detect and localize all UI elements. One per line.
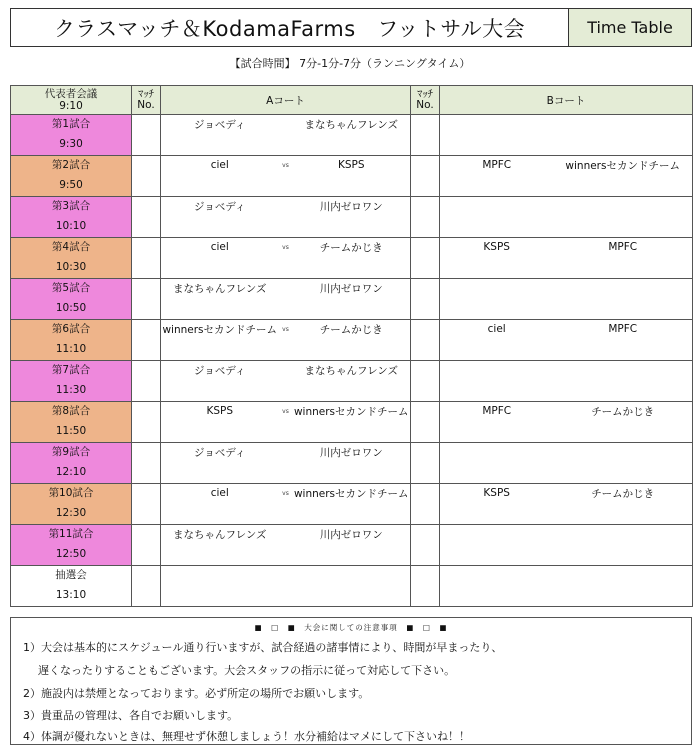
notes-heading: ■ □ ■ 大会に関しての注意事項 ■ □ ■: [254, 623, 448, 632]
court-b-cell: [440, 566, 693, 607]
match-no-cell-a: [132, 320, 161, 361]
match-time: 10:30: [55, 261, 87, 273]
match-no-cell-b: [411, 115, 440, 156]
match-time: 10:50: [55, 302, 87, 314]
schedule-table: [10, 85, 693, 607]
court-a-pair: [161, 238, 410, 256]
header-meeting-label: 代表者会議: [44, 88, 98, 100]
match-time: 11:50: [55, 425, 87, 437]
court-a-team-1: ジョベディ: [194, 200, 246, 213]
court-a-pair: [161, 115, 410, 133]
match-row: [11, 156, 693, 197]
match-label: 第3試合: [51, 200, 91, 212]
header-court-b: Bコート: [440, 86, 693, 115]
court-b-cell: [440, 156, 693, 197]
court-b-team-1: KSPS: [483, 487, 510, 499]
match-no-cell-a: [132, 525, 161, 566]
match-time-cell: [11, 484, 132, 525]
court-a-pair: [161, 197, 410, 215]
match-row: [11, 525, 693, 566]
match-no-cell-a: [132, 238, 161, 279]
match-time-cell: [11, 361, 132, 402]
court-a-team-1: ciel: [210, 159, 229, 171]
match-row: [11, 320, 693, 361]
court-a-team-2: winnersセカンドチーム: [293, 487, 409, 500]
match-no-cell-b: [411, 279, 440, 320]
page-header: [10, 8, 692, 47]
match-no-cell-a: [132, 115, 161, 156]
court-a-team-2: KSPS: [337, 159, 365, 171]
court-a-team-2: まなちゃんフレンズ: [304, 118, 398, 131]
court-a-team-1: ciel: [210, 487, 229, 499]
vs-label: vs: [282, 489, 289, 497]
court-a-pair: [161, 443, 410, 461]
match-no-cell-a: [132, 443, 161, 484]
match-no-bottom: No.: [137, 99, 155, 111]
court-a-team-2: まなちゃんフレンズ: [304, 364, 398, 377]
match-no-cell-b: [411, 402, 440, 443]
court-a-cell: [161, 320, 411, 361]
note-line-3: 3）貴重品の管理は、各自でお願いします。: [23, 709, 239, 722]
court-b-team-1: MPFC: [482, 405, 512, 417]
match-no-cell-b: [411, 238, 440, 279]
match-label: 第8試合: [51, 405, 91, 417]
time-table-label: Time Table: [569, 9, 691, 46]
court-a-cell: [161, 115, 411, 156]
court-a-cell: [161, 197, 411, 238]
match-time-cell: [11, 279, 132, 320]
court-a-team-1: まなちゃんフレンズ: [172, 282, 267, 295]
match-no-cell-a: [132, 402, 161, 443]
match-time: 9:50: [59, 179, 83, 191]
match-no-cell-a: [132, 566, 161, 607]
match-no-cell-b: [411, 566, 440, 607]
match-time-cell: [11, 443, 132, 484]
court-b-team-2: チームかじき: [591, 405, 655, 418]
match-label: 第9試合: [51, 446, 91, 458]
court-a-team-1: ciel: [210, 241, 229, 253]
header-match-no-b: [411, 86, 440, 115]
court-a-cell: [161, 443, 411, 484]
court-a-team-1: ジョベディ: [194, 446, 246, 459]
match-label: 第7試合: [51, 364, 91, 376]
court-b-cell: [440, 361, 693, 402]
note-line-1: 1）大会は基本的にスケジュール通り行いますが、試合経過の諸事情により、時間が早まったり、: [23, 641, 503, 654]
court-b-pair: [440, 484, 692, 502]
header-meeting-time: 9:10: [59, 100, 83, 112]
court-b-pair: [440, 402, 692, 420]
match-label: 第6試合: [51, 323, 91, 335]
court-a-cell: [161, 566, 411, 607]
court-a-team-1: ジョベディ: [194, 118, 246, 131]
match-no-bottom: No.: [416, 99, 434, 111]
court-b-pair: [440, 320, 692, 338]
court-a-team-1: KSPS: [206, 405, 234, 417]
match-no-cell-b: [411, 320, 440, 361]
court-b-team-2: MPFC: [608, 241, 638, 253]
match-row: [11, 484, 693, 525]
note-line-4: 4）体調が優れないときは、無理せず休憩しましょう！水分補給はマメにして下さいね！！: [23, 730, 470, 743]
match-no-cell-a: [132, 484, 161, 525]
court-b-cell: [440, 402, 693, 443]
court-b-cell: [440, 238, 693, 279]
match-row: [11, 566, 693, 607]
header-match-no-a: [132, 86, 161, 115]
match-row: [11, 402, 693, 443]
court-a-team-2: 川内ゼロワン: [319, 200, 383, 213]
court-b-team-1: ciel: [487, 323, 506, 335]
match-row: [11, 443, 693, 484]
match-label: 第1試合: [51, 118, 91, 130]
match-time: 12:10: [55, 466, 87, 478]
match-time-cell: [11, 238, 132, 279]
match-no-top: ﾏｯﾁ: [138, 88, 154, 100]
match-no-cell-a: [132, 197, 161, 238]
match-label: 第10試合: [48, 487, 94, 499]
note-line-2: 2）施設内は禁煙となっております。必ず所定の場所でお願いします。: [23, 687, 370, 700]
court-b-pair: [440, 156, 692, 174]
page-title: クラスマッチ＆KodamaFarms フットサル大会: [11, 9, 569, 46]
match-time: 11:30: [55, 384, 87, 396]
court-a-cell: [161, 156, 411, 197]
court-a-team-2: 川内ゼロワン: [319, 528, 383, 541]
court-a-team-2: winnersセカンドチーム: [293, 405, 409, 418]
court-b-cell: [440, 484, 693, 525]
court-a-pair: [161, 156, 410, 174]
court-a-pair: [161, 402, 410, 420]
court-a-cell: [161, 279, 411, 320]
court-b-team-2: チームかじき: [591, 487, 655, 500]
match-no-cell-a: [132, 361, 161, 402]
vs-label: vs: [282, 325, 289, 333]
vs-label: vs: [282, 243, 289, 251]
match-label: 第5試合: [51, 282, 91, 294]
match-time-cell: [11, 566, 132, 607]
match-label: 第4試合: [51, 241, 91, 253]
court-b-team-1: MPFC: [482, 159, 512, 171]
court-b-team-2: MPFC: [608, 323, 638, 335]
match-time: 13:10: [55, 589, 87, 601]
match-no-cell-b: [411, 156, 440, 197]
note-line-1-cont: 遅くなったりすることもございます。大会スタッフの指示に従って対応して下さい。: [38, 664, 456, 677]
court-b-cell: [440, 197, 693, 238]
court-a-cell: [161, 238, 411, 279]
court-a-cell: [161, 484, 411, 525]
court-b-pair: [440, 238, 692, 256]
court-a-team-2: 川内ゼロワン: [319, 446, 383, 459]
match-time-cell: [11, 197, 132, 238]
court-a-team-2: 川内ゼロワン: [319, 282, 383, 295]
court-b-cell: [440, 320, 693, 361]
court-b-cell: [440, 525, 693, 566]
match-row: [11, 115, 693, 156]
court-b-cell: [440, 443, 693, 484]
match-no-cell-b: [411, 484, 440, 525]
court-a-pair: [161, 320, 410, 338]
match-label: 第2試合: [51, 159, 91, 171]
court-a-cell: [161, 525, 411, 566]
schedule-header-row: [11, 86, 693, 115]
vs-label: vs: [282, 407, 289, 415]
court-b-cell: [440, 279, 693, 320]
court-a-cell: [161, 361, 411, 402]
match-duration-note: 【試合時間】 7分-1分-7分（ランニングタイム）: [229, 57, 471, 70]
court-a-team-1: winnersセカンドチーム: [162, 323, 278, 336]
match-time-cell: [11, 156, 132, 197]
match-time-cell: [11, 525, 132, 566]
vs-label: vs: [282, 161, 289, 169]
court-a-team-2: チームかじき: [319, 241, 383, 254]
match-row: [11, 361, 693, 402]
match-no-cell-b: [411, 197, 440, 238]
match-row: [11, 279, 693, 320]
court-a-pair: [161, 279, 410, 297]
match-label: 第11試合: [48, 528, 94, 540]
match-time: 9:30: [59, 138, 83, 150]
notes-box: [10, 617, 692, 745]
court-a-pair: [161, 525, 410, 543]
match-time: 11:10: [55, 343, 87, 355]
match-no-top: ﾏｯﾁ: [417, 88, 433, 100]
match-time: 10:10: [55, 220, 87, 232]
match-row: [11, 238, 693, 279]
header-meeting-cell: [11, 86, 132, 115]
court-a-pair: [161, 484, 410, 502]
match-no-cell-b: [411, 443, 440, 484]
match-no-cell-b: [411, 525, 440, 566]
match-time: 12:50: [55, 548, 87, 560]
match-time-cell: [11, 402, 132, 443]
match-time-cell: [11, 320, 132, 361]
match-label: 抽選会: [55, 569, 87, 581]
court-b-team-2: winnersセカンドチーム: [565, 159, 680, 172]
court-a-team-1: まなちゃんフレンズ: [172, 528, 267, 541]
court-a-team-1: ジョベディ: [194, 364, 246, 377]
match-no-cell-a: [132, 279, 161, 320]
match-no-cell-b: [411, 361, 440, 402]
court-b-cell: [440, 115, 693, 156]
court-a-team-2: チームかじき: [319, 323, 383, 336]
match-time-cell: [11, 115, 132, 156]
match-row: [11, 197, 693, 238]
court-a-cell: [161, 402, 411, 443]
match-no-cell-a: [132, 156, 161, 197]
court-a-pair: [161, 361, 410, 379]
match-time: 12:30: [55, 507, 87, 519]
header-court-a: Aコート: [161, 86, 411, 115]
court-b-team-1: KSPS: [483, 241, 510, 253]
